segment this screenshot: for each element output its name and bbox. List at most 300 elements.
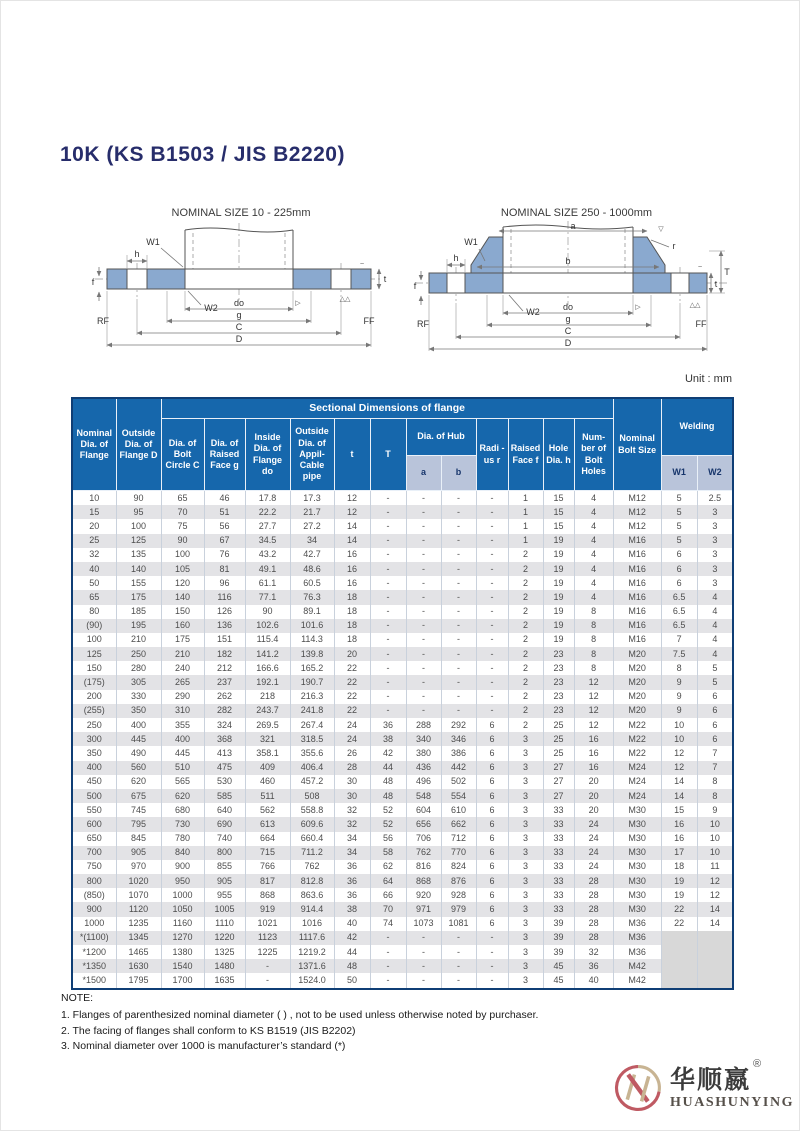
table-cell: 15 xyxy=(72,505,116,519)
table-cell: 358.1 xyxy=(245,746,290,760)
table-cell: 185 xyxy=(116,605,161,619)
table-cell: 876 xyxy=(441,874,476,888)
table-cell: 1700 xyxy=(161,973,204,988)
table-cell: 8 xyxy=(574,633,613,647)
table-cell: 1 xyxy=(508,519,543,533)
table-cell: - xyxy=(441,562,476,576)
table-cell: 33 xyxy=(543,803,574,817)
table-cell: 340 xyxy=(406,732,441,746)
table-cell: 330 xyxy=(116,690,161,704)
table-cell: 780 xyxy=(161,832,204,846)
table-cell: - xyxy=(370,590,406,604)
table-cell: 3 xyxy=(508,832,543,846)
table-cell: - xyxy=(406,534,441,548)
table-cell xyxy=(697,973,733,988)
table-cell: 30 xyxy=(334,775,370,789)
label-t: t xyxy=(714,279,718,289)
table-cell: 1795 xyxy=(116,973,161,988)
table-cell: 15 xyxy=(661,803,697,817)
table-cell: M36 xyxy=(613,945,661,959)
table-row xyxy=(72,562,733,576)
table-cell: 90 xyxy=(245,605,290,619)
table-cell: 3 xyxy=(508,945,543,959)
col-header-bolt-size: Nominal Bolt Size xyxy=(613,398,661,491)
flange-section-drawing-large-icon xyxy=(411,221,731,366)
table-cell: 2 xyxy=(508,562,543,576)
table-cell: 22 xyxy=(334,690,370,704)
table-cell: 36 xyxy=(334,860,370,874)
table-cell: 1 xyxy=(508,505,543,519)
table-cell: 460 xyxy=(245,775,290,789)
table-cell: 2 xyxy=(508,619,543,633)
table-cell: - xyxy=(441,505,476,519)
col-header-raised-face-f: Raised Face f xyxy=(508,419,543,491)
table-cell: 3 xyxy=(508,761,543,775)
table-cell: 14 xyxy=(661,789,697,803)
table-cell: 280 xyxy=(116,661,161,675)
table-cell: 58 xyxy=(370,846,406,860)
table-cell: 19 xyxy=(543,605,574,619)
table-cell: M12 xyxy=(613,505,661,519)
table-cell: 52 xyxy=(370,803,406,817)
weld-triangles-icon: △△ xyxy=(339,296,351,303)
table-cell: 8 xyxy=(574,605,613,619)
table-cell xyxy=(697,945,733,959)
table-cell: 6 xyxy=(476,803,508,817)
table-cell: M16 xyxy=(613,619,661,633)
table-cell: 16 xyxy=(574,732,613,746)
table-cell: 355.6 xyxy=(290,746,334,760)
table-row xyxy=(72,846,733,860)
table-body xyxy=(72,491,733,989)
table-cell: 510 xyxy=(161,761,204,775)
table-row xyxy=(72,661,733,675)
table-cell: - xyxy=(441,945,476,959)
table-cell: 10 xyxy=(661,732,697,746)
table-cell: 1635 xyxy=(204,973,245,988)
table-cell: 61.1 xyxy=(245,576,290,590)
table-cell: 762 xyxy=(406,846,441,860)
table-cell: 45 xyxy=(543,959,574,973)
weld-triangles-icon: △△ xyxy=(689,302,701,309)
table-cell: - xyxy=(406,661,441,675)
label-c: C xyxy=(235,322,243,332)
table-cell: 1325 xyxy=(204,945,245,959)
page-title: 10K (KS B1503 / JIS B2220) xyxy=(60,143,345,166)
table-cell: 812.8 xyxy=(290,874,334,888)
table-row xyxy=(72,817,733,831)
table-cell: - xyxy=(441,959,476,973)
flange-plate xyxy=(107,269,371,289)
table-cell: 1050 xyxy=(161,902,204,916)
table-cell: 970 xyxy=(116,860,161,874)
table-cell: 30 xyxy=(334,789,370,803)
table-cell: 511 xyxy=(245,789,290,803)
table-cell: M22 xyxy=(613,732,661,746)
table-cell: 33 xyxy=(543,860,574,874)
table-cell: 1540 xyxy=(161,959,204,973)
table-cell: 500 xyxy=(72,789,116,803)
table-cell: 24 xyxy=(334,718,370,732)
table-cell: - xyxy=(406,675,441,689)
table-cell: M22 xyxy=(613,718,661,732)
table-cell: - xyxy=(370,633,406,647)
table-cell: 6 xyxy=(476,789,508,803)
table-cell: 105 xyxy=(161,562,204,576)
table-cell: 12 xyxy=(697,874,733,888)
table-cell: 355 xyxy=(161,718,204,732)
table-cell: 39 xyxy=(543,931,574,945)
table-cell: - xyxy=(441,661,476,675)
label-b: b xyxy=(565,256,571,266)
table-cell: 662 xyxy=(441,817,476,831)
table-cell: 8 xyxy=(574,647,613,661)
table-cell: 6 xyxy=(697,718,733,732)
table-cell: 74 xyxy=(370,917,406,931)
table-cell: 6 xyxy=(476,732,508,746)
table-cell: 845 xyxy=(116,832,161,846)
table-cell: 4 xyxy=(574,505,613,519)
table-row xyxy=(72,647,733,661)
table-cell: 28 xyxy=(574,888,613,902)
table-cell: - xyxy=(406,959,441,973)
table-cell: 23 xyxy=(543,704,574,718)
table-cell: 1081 xyxy=(441,917,476,931)
table-cell: 795 xyxy=(116,817,161,831)
table-cell: 1016 xyxy=(290,917,334,931)
table-cell: M36 xyxy=(613,931,661,945)
table-cell: - xyxy=(406,973,441,988)
table-cell: - xyxy=(406,945,441,959)
table-cell: 135 xyxy=(116,548,161,562)
table-cell: 14 xyxy=(334,534,370,548)
table-cell: 321 xyxy=(245,732,290,746)
table-cell: - xyxy=(476,690,508,704)
table-cell: 386 xyxy=(441,746,476,760)
table-cell: 62 xyxy=(370,860,406,874)
table-cell: 2.5 xyxy=(697,491,733,506)
table-cell: 10 xyxy=(697,846,733,860)
table-cell: 490 xyxy=(116,746,161,760)
table-cell: 620 xyxy=(161,789,204,803)
label-rf: RF xyxy=(417,319,429,329)
table-cell: 6 xyxy=(476,860,508,874)
table-cell: 195 xyxy=(116,619,161,633)
table-cell: - xyxy=(370,690,406,704)
table-cell: 530 xyxy=(204,775,245,789)
table-cell: 36 xyxy=(574,959,613,973)
label-h: h xyxy=(134,249,140,259)
table-cell: 100 xyxy=(161,548,204,562)
table-cell: 33 xyxy=(543,902,574,916)
table-cell: 1120 xyxy=(116,902,161,916)
col-header-hub-a: a xyxy=(406,456,441,491)
table-row xyxy=(72,491,733,506)
table-cell: 950 xyxy=(161,874,204,888)
table-cell: 6 xyxy=(476,846,508,860)
table-cell: 406.4 xyxy=(290,761,334,775)
table-cell: 300 xyxy=(72,732,116,746)
logo-chinese-name: 华顺嬴 xyxy=(670,1064,752,1094)
table-row xyxy=(72,888,733,902)
table-cell: 48.6 xyxy=(290,562,334,576)
table-cell: 450 xyxy=(72,775,116,789)
table-cell: 6 xyxy=(476,832,508,846)
table-cell: 12 xyxy=(697,888,733,902)
table-cell: 51 xyxy=(204,505,245,519)
table-cell: 20 xyxy=(72,519,116,533)
label-c: C xyxy=(564,326,572,336)
table-cell: 210 xyxy=(161,647,204,661)
table-cell: 64 xyxy=(370,874,406,888)
table-cell: 5 xyxy=(661,505,697,519)
col-header-bolt-circle: Dia. of Bolt Circle C xyxy=(161,419,204,491)
table-cell: 7 xyxy=(697,746,733,760)
label-do: do xyxy=(233,298,245,308)
table-cell: 19 xyxy=(661,888,697,902)
table-cell: 305 xyxy=(116,675,161,689)
table-row xyxy=(72,605,733,619)
table-cell: 3 xyxy=(508,732,543,746)
table-cell: 22 xyxy=(334,704,370,718)
table-cell: 436 xyxy=(406,761,441,775)
table-cell: 19 xyxy=(543,548,574,562)
table-cell: 150 xyxy=(72,661,116,675)
table-cell: 2 xyxy=(508,605,543,619)
table-cell: - xyxy=(441,647,476,661)
table-cell: 6 xyxy=(476,902,508,916)
table-cell: 190.7 xyxy=(290,675,334,689)
table-cell: 318.5 xyxy=(290,732,334,746)
table-cell: 855 xyxy=(204,860,245,874)
table-cell: - xyxy=(370,647,406,661)
table-cell: 34.5 xyxy=(245,534,290,548)
table-cell: 166.6 xyxy=(245,661,290,675)
table-cell: - xyxy=(406,548,441,562)
table-cell: 282 xyxy=(204,704,245,718)
table-cell: 12 xyxy=(574,704,613,718)
table-cell: - xyxy=(370,675,406,689)
table-cell: 24 xyxy=(334,732,370,746)
label-w1: W1 xyxy=(146,237,160,247)
table-cell xyxy=(661,945,697,959)
table-cell: 14 xyxy=(661,775,697,789)
table-cell: M16 xyxy=(613,633,661,647)
table-cell: 141.2 xyxy=(245,647,290,661)
table-cell: 22 xyxy=(334,661,370,675)
table-cell: 20 xyxy=(574,775,613,789)
table-cell: 1524.0 xyxy=(290,973,334,988)
table-cell: - xyxy=(476,973,508,988)
table-cell: - xyxy=(441,931,476,945)
table-cell: M16 xyxy=(613,576,661,590)
table-cell xyxy=(661,931,697,945)
table-cell: - xyxy=(370,491,406,506)
table-cell: 10 xyxy=(661,718,697,732)
table-cell: 400 xyxy=(116,718,161,732)
table-cell: 3 xyxy=(508,775,543,789)
table-cell: - xyxy=(370,562,406,576)
table-cell: - xyxy=(406,505,441,519)
col-header-bolt-holes: Num- ber of Bolt Holes xyxy=(574,419,613,491)
table-cell: - xyxy=(406,605,441,619)
table-cell: 12 xyxy=(661,761,697,775)
table-cell: 70 xyxy=(161,505,204,519)
table-cell: 770 xyxy=(441,846,476,860)
table-cell: 125 xyxy=(116,534,161,548)
table-cell: 3 xyxy=(697,562,733,576)
table-cell: 508 xyxy=(290,789,334,803)
table-cell: 100 xyxy=(116,519,161,533)
table-cell: 50 xyxy=(334,973,370,988)
table-cell: - xyxy=(441,576,476,590)
table-cell: 76.3 xyxy=(290,590,334,604)
table-cell: 9 xyxy=(661,675,697,689)
table-cell: 14 xyxy=(697,902,733,916)
table-cell: 67 xyxy=(204,534,245,548)
table-cell: 1480 xyxy=(204,959,245,973)
table-cell: - xyxy=(406,576,441,590)
weld-triangle-icon: ▷ xyxy=(295,300,301,307)
table-cell: 33 xyxy=(543,874,574,888)
table-cell: - xyxy=(406,704,441,718)
table-cell: 27 xyxy=(543,789,574,803)
table-cell: 2 xyxy=(508,548,543,562)
weld-triangle-icon: ▷ xyxy=(635,304,641,311)
table-cell: 16 xyxy=(334,548,370,562)
table-cell: 40 xyxy=(574,973,613,988)
table-cell: 863.6 xyxy=(290,888,334,902)
table-cell: 457.2 xyxy=(290,775,334,789)
table-row xyxy=(72,761,733,775)
table-cell: M20 xyxy=(613,661,661,675)
table-cell: 192.1 xyxy=(245,675,290,689)
table-row xyxy=(72,959,733,973)
table-cell: - xyxy=(441,548,476,562)
label-h: h xyxy=(453,253,459,263)
table-cell: 5 xyxy=(661,534,697,548)
table-cell: 3 xyxy=(508,817,543,831)
table-cell: 620 xyxy=(116,775,161,789)
table-cell: 14 xyxy=(334,519,370,533)
registered-trademark-icon: ® xyxy=(753,1057,762,1070)
table-cell: 34 xyxy=(334,832,370,846)
table-cell: 12 xyxy=(574,690,613,704)
table-cell: 20 xyxy=(574,803,613,817)
table-cell: 49.1 xyxy=(245,562,290,576)
logo-english-name: HUASHUNYING xyxy=(670,1094,795,1110)
table-cell: 46 xyxy=(204,491,245,506)
table-cell: 38 xyxy=(334,902,370,916)
col-header-outside-dia: Outside Dia. of Flange D xyxy=(116,398,161,491)
table-cell: 160 xyxy=(161,619,204,633)
table-cell: 2 xyxy=(508,675,543,689)
table-cell: 19 xyxy=(543,534,574,548)
table-cell: - xyxy=(245,959,290,973)
table-cell: 324 xyxy=(204,718,245,732)
table-cell: 6 xyxy=(661,562,697,576)
table-cell: 120 xyxy=(161,576,204,590)
table-cell: - xyxy=(476,647,508,661)
table-cell: - xyxy=(441,675,476,689)
table-cell: 126 xyxy=(204,605,245,619)
table-cell: 3 xyxy=(508,803,543,817)
table-row xyxy=(72,690,733,704)
table-cell: 706 xyxy=(406,832,441,846)
table-cell: 267.4 xyxy=(290,718,334,732)
table-cell xyxy=(697,959,733,973)
table-cell: 840 xyxy=(161,846,204,860)
table-cell: 269.5 xyxy=(245,718,290,732)
table-cell: 48 xyxy=(370,775,406,789)
table-cell: 237 xyxy=(204,675,245,689)
table-cell: 6 xyxy=(661,576,697,590)
table-cell: 32 xyxy=(72,548,116,562)
col-header-hub-b: b xyxy=(441,456,476,491)
table-cell: 640 xyxy=(204,803,245,817)
table-cell: 45 xyxy=(543,973,574,988)
group-header-hub: Dia. of Hub xyxy=(406,419,476,456)
table-cell: 25 xyxy=(543,746,574,760)
table-row xyxy=(72,973,733,988)
table-cell: 15 xyxy=(543,505,574,519)
table-cell: 4 xyxy=(697,605,733,619)
table-row xyxy=(72,505,733,519)
table-row xyxy=(72,548,733,562)
table-cell: 1220 xyxy=(204,931,245,945)
table-cell: 25 xyxy=(543,732,574,746)
table-cell: 400 xyxy=(72,761,116,775)
table-cell: 7.5 xyxy=(661,647,697,661)
label-r: r xyxy=(672,241,676,251)
table-cell: 42.7 xyxy=(290,548,334,562)
table-cell: 6 xyxy=(697,704,733,718)
table-cell: 24 xyxy=(574,860,613,874)
table-cell: 288 xyxy=(406,718,441,732)
table-cell: 496 xyxy=(406,775,441,789)
table-cell: 175 xyxy=(116,590,161,604)
table-cell: 32 xyxy=(334,817,370,831)
table-cell: 241.8 xyxy=(290,704,334,718)
unit-label: Unit : mm xyxy=(684,373,732,385)
table-cell: 4 xyxy=(697,647,733,661)
table-cell: 442 xyxy=(441,761,476,775)
table-cell: 115.4 xyxy=(245,633,290,647)
table-cell: 8 xyxy=(574,661,613,675)
table-cell: 240 xyxy=(161,661,204,675)
table-cell: M12 xyxy=(613,519,661,533)
table-cell: (90) xyxy=(72,619,116,633)
table-cell: 6 xyxy=(697,732,733,746)
table-cell: 155 xyxy=(116,576,161,590)
label-ff: FF xyxy=(363,316,375,326)
table-row xyxy=(72,803,733,817)
table-cell: 6 xyxy=(476,874,508,888)
table-cell: - xyxy=(370,534,406,548)
table-cell: 4 xyxy=(697,619,733,633)
label-f: f xyxy=(413,281,417,291)
table-cell: 350 xyxy=(72,746,116,760)
table-cell: 11 xyxy=(697,860,733,874)
table-cell: 101.6 xyxy=(290,619,334,633)
table-cell: 609.6 xyxy=(290,817,334,831)
label-rf: RF xyxy=(97,316,109,326)
col-header-pipe-od: Outside Dia. of Appil-Cable pipe xyxy=(290,419,334,491)
table-cell: 3 xyxy=(508,874,543,888)
table-cell: 26 xyxy=(334,746,370,760)
table-cell: 1021 xyxy=(245,917,290,931)
table-cell: 17 xyxy=(661,846,697,860)
